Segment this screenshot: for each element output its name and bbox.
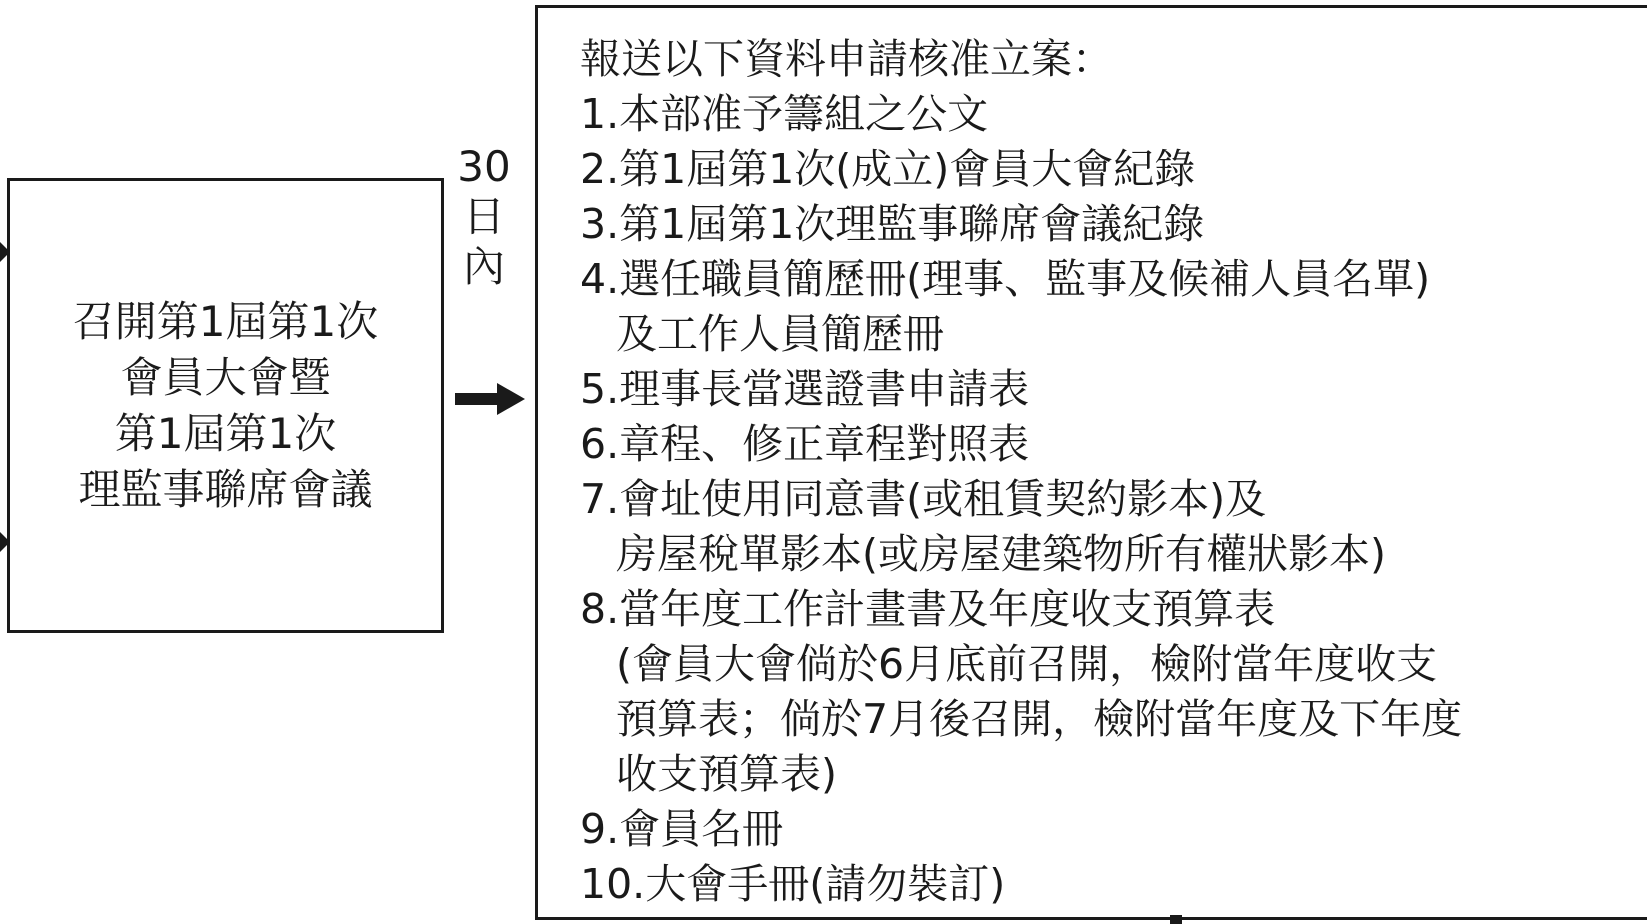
meeting-step-line: 第1屆第1次 <box>114 408 337 458</box>
documents-list-box <box>535 5 1647 920</box>
document-item: 4.選任職員簡歷冊(理事、監事及候補人員名單) <box>580 255 1431 303</box>
document-item-continuation: 房屋稅單影本(或房屋建築物所有權狀影本) <box>616 530 1386 578</box>
document-item: 9.會員名冊 <box>580 805 784 853</box>
document-item-continuation: (會員大會倘於6月底前召開，檢附當年度收支 <box>616 640 1438 688</box>
document-item: 10.大會手冊(請勿裝訂) <box>580 860 1006 908</box>
meeting-step-line: 會員大會暨 <box>120 352 331 402</box>
document-item-continuation: 及工作人員簡歷冊 <box>616 310 944 358</box>
document-item: 6.章程、修正章程對照表 <box>580 420 1030 468</box>
document-item: 7.會址使用同意書(或租賃契約影本)及 <box>580 475 1267 523</box>
outgoing-connector <box>1170 915 1182 924</box>
document-item: 3.第1屆第1次理監事聯席會議紀錄 <box>580 200 1205 248</box>
document-item-continuation: 收支預算表) <box>616 750 837 798</box>
deadline-label <box>456 142 512 292</box>
document-item: 2.第1屆第1次(成立)會員大會紀錄 <box>580 145 1196 193</box>
flow-arrow-icon <box>455 381 527 417</box>
deadline-label-line: 日 <box>462 192 505 241</box>
meeting-step-line: 理監事聯席會議 <box>78 464 373 514</box>
meeting-step-line: 召開第1屆第1次 <box>72 296 379 346</box>
documents-heading: 報送以下資料申請核准立案： <box>580 35 1113 83</box>
meeting-step-box <box>7 178 444 633</box>
document-item: 1.本部准予籌組之公文 <box>580 90 989 138</box>
deadline-label-line: 內 <box>462 242 505 291</box>
deadline-label-line: 30 <box>457 142 511 191</box>
document-item-continuation: 預算表；倘於7月後召開，檢附當年度及下年度 <box>616 695 1463 743</box>
document-item: 8.當年度工作計畫書及年度收支預算表 <box>580 585 1276 633</box>
document-item: 5.理事長當選證書申請表 <box>580 365 1030 413</box>
